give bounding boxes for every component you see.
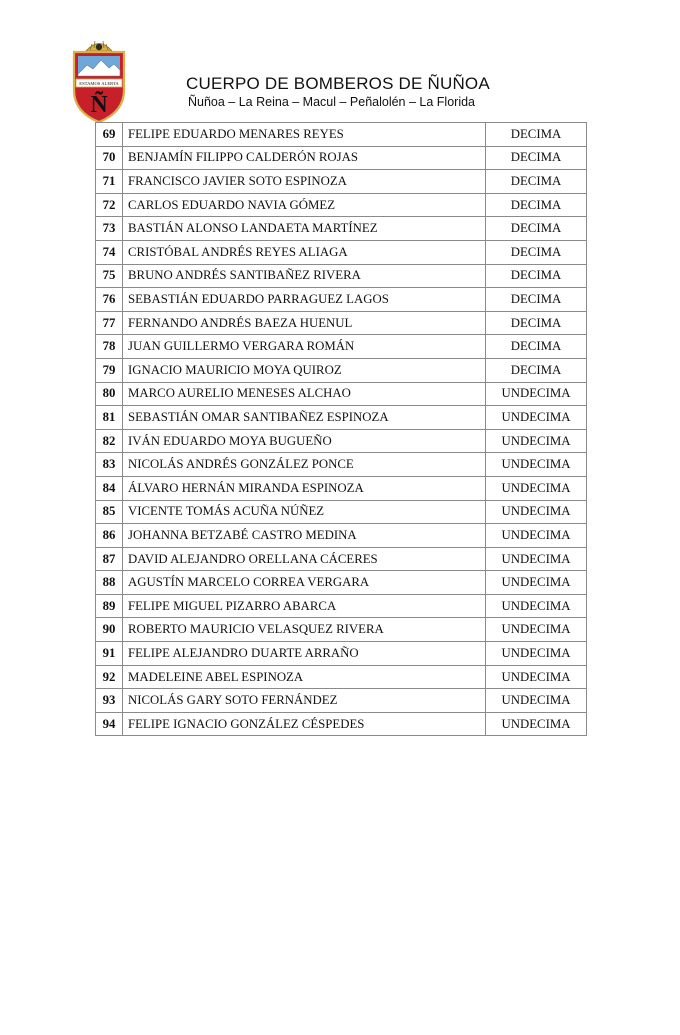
- roster-table-body: [96, 123, 587, 736]
- company-name: DECIMA: [486, 264, 587, 288]
- company-name: UNDECIMA: [486, 453, 587, 477]
- organization-subtitle: Ñuñoa – La Reina – Macul – Peñalolén – La Florida: [188, 95, 475, 109]
- table-row: [96, 524, 587, 548]
- member-name: NICOLÁS GARY SOTO FERNÁNDEZ: [123, 689, 486, 713]
- company-name: UNDECIMA: [486, 571, 587, 595]
- member-name: FELIPE MIGUEL PIZARRO ABARCA: [123, 594, 486, 618]
- table-row: [96, 429, 587, 453]
- table-row: [96, 453, 587, 477]
- company-name: DECIMA: [486, 311, 587, 335]
- company-name: UNDECIMA: [486, 594, 587, 618]
- table-row: [96, 571, 587, 595]
- member-name: MARCO AURELIO MENESES ALCHAO: [123, 382, 486, 406]
- member-name: BASTIÁN ALONSO LANDAETA MARTÍNEZ: [123, 217, 486, 241]
- company-name: UNDECIMA: [486, 665, 587, 689]
- table-row: [96, 689, 587, 713]
- table-row: [96, 288, 587, 312]
- company-name: DECIMA: [486, 123, 587, 147]
- row-number: 74: [96, 240, 123, 264]
- table-row: [96, 618, 587, 642]
- row-number: 80: [96, 382, 123, 406]
- company-name: DECIMA: [486, 146, 587, 170]
- row-number: 70: [96, 146, 123, 170]
- member-name: CARLOS EDUARDO NAVIA GÓMEZ: [123, 193, 486, 217]
- member-name: SEBASTIÁN OMAR SANTIBAÑEZ ESPINOZA: [123, 406, 486, 430]
- company-name: UNDECIMA: [486, 618, 587, 642]
- row-number: 73: [96, 217, 123, 241]
- table-row: [96, 193, 587, 217]
- table-row: [96, 123, 587, 147]
- member-name: CRISTÓBAL ANDRÉS REYES ALIAGA: [123, 240, 486, 264]
- member-name: SEBASTIÁN EDUARDO PARRAGUEZ LAGOS: [123, 288, 486, 312]
- company-name: UNDECIMA: [486, 712, 587, 736]
- company-name: UNDECIMA: [486, 524, 587, 548]
- member-name: FELIPE EDUARDO MENARES REYES: [123, 123, 486, 147]
- member-name: FELIPE IGNACIO GONZÁLEZ CÉSPEDES: [123, 712, 486, 736]
- table-row: [96, 240, 587, 264]
- logo-letter: Ñ: [90, 92, 108, 118]
- roster-table: [95, 122, 587, 736]
- row-number: 86: [96, 524, 123, 548]
- row-number: 76: [96, 288, 123, 312]
- company-name: UNDECIMA: [486, 689, 587, 713]
- row-number: 82: [96, 429, 123, 453]
- table-row: [96, 547, 587, 571]
- company-name: UNDECIMA: [486, 406, 587, 430]
- company-name: DECIMA: [486, 335, 587, 359]
- row-number: 77: [96, 311, 123, 335]
- row-number: 84: [96, 476, 123, 500]
- company-name: UNDECIMA: [486, 642, 587, 666]
- row-number: 87: [96, 547, 123, 571]
- member-name: ÁLVARO HERNÁN MIRANDA ESPINOZA: [123, 476, 486, 500]
- row-number: 83: [96, 453, 123, 477]
- table-row: [96, 264, 587, 288]
- member-name: DAVID ALEJANDRO ORELLANA CÁCERES: [123, 547, 486, 571]
- member-name: BENJAMÍN FILIPPO CALDERÓN ROJAS: [123, 146, 486, 170]
- row-number: 79: [96, 358, 123, 382]
- row-number: 93: [96, 689, 123, 713]
- table-row: [96, 665, 587, 689]
- table-row: [96, 335, 587, 359]
- row-number: 78: [96, 335, 123, 359]
- table-row: [96, 382, 587, 406]
- member-name: BRUNO ANDRÉS SANTIBAÑEZ RIVERA: [123, 264, 486, 288]
- member-name: AGUSTÍN MARCELO CORREA VERGARA: [123, 571, 486, 595]
- member-name: JUAN GUILLERMO VERGARA ROMÁN: [123, 335, 486, 359]
- member-name: NICOLÁS ANDRÉS GONZÁLEZ PONCE: [123, 453, 486, 477]
- fire-department-shield-logo: [70, 38, 128, 124]
- row-number: 94: [96, 712, 123, 736]
- company-name: DECIMA: [486, 193, 587, 217]
- table-row: [96, 476, 587, 500]
- row-number: 91: [96, 642, 123, 666]
- row-number: 69: [96, 123, 123, 147]
- table-row: [96, 594, 587, 618]
- member-name: IGNACIO MAURICIO MOYA QUIROZ: [123, 358, 486, 382]
- member-name: FERNANDO ANDRÉS BAEZA HUENUL: [123, 311, 486, 335]
- table-row: [96, 311, 587, 335]
- table-row: [96, 358, 587, 382]
- member-name: JOHANNA BETZABÉ CASTRO MEDINA: [123, 524, 486, 548]
- row-number: 81: [96, 406, 123, 430]
- company-name: UNDECIMA: [486, 382, 587, 406]
- row-number: 85: [96, 500, 123, 524]
- row-number: 71: [96, 170, 123, 194]
- company-name: DECIMA: [486, 358, 587, 382]
- organization-title: CUERPO DE BOMBEROS DE ÑUÑOA: [186, 74, 490, 93]
- company-name: DECIMA: [486, 217, 587, 241]
- logo-motto: ESTAMOS ALERTA: [79, 81, 119, 87]
- member-name: ROBERTO MAURICIO VELASQUEZ RIVERA: [123, 618, 486, 642]
- company-name: UNDECIMA: [486, 476, 587, 500]
- member-name: IVÁN EDUARDO MOYA BUGUEÑO: [123, 429, 486, 453]
- member-name: VICENTE TOMÁS ACUÑA NÚÑEZ: [123, 500, 486, 524]
- row-number: 72: [96, 193, 123, 217]
- company-name: UNDECIMA: [486, 429, 587, 453]
- row-number: 89: [96, 594, 123, 618]
- member-name: FELIPE ALEJANDRO DUARTE ARRAÑO: [123, 642, 486, 666]
- member-name: MADELEINE ABEL ESPINOZA: [123, 665, 486, 689]
- company-name: DECIMA: [486, 170, 587, 194]
- company-name: UNDECIMA: [486, 547, 587, 571]
- row-number: 75: [96, 264, 123, 288]
- company-name: DECIMA: [486, 240, 587, 264]
- table-row: [96, 712, 587, 736]
- table-row: [96, 642, 587, 666]
- table-row: [96, 217, 587, 241]
- row-number: 90: [96, 618, 123, 642]
- row-number: 88: [96, 571, 123, 595]
- table-row: [96, 170, 587, 194]
- table-row: [96, 406, 587, 430]
- crest-icon: [86, 41, 112, 51]
- row-number: 92: [96, 665, 123, 689]
- table-row: [96, 146, 587, 170]
- member-name: FRANCISCO JAVIER SOTO ESPINOZA: [123, 170, 486, 194]
- table-row: [96, 500, 587, 524]
- company-name: DECIMA: [486, 288, 587, 312]
- company-name: UNDECIMA: [486, 500, 587, 524]
